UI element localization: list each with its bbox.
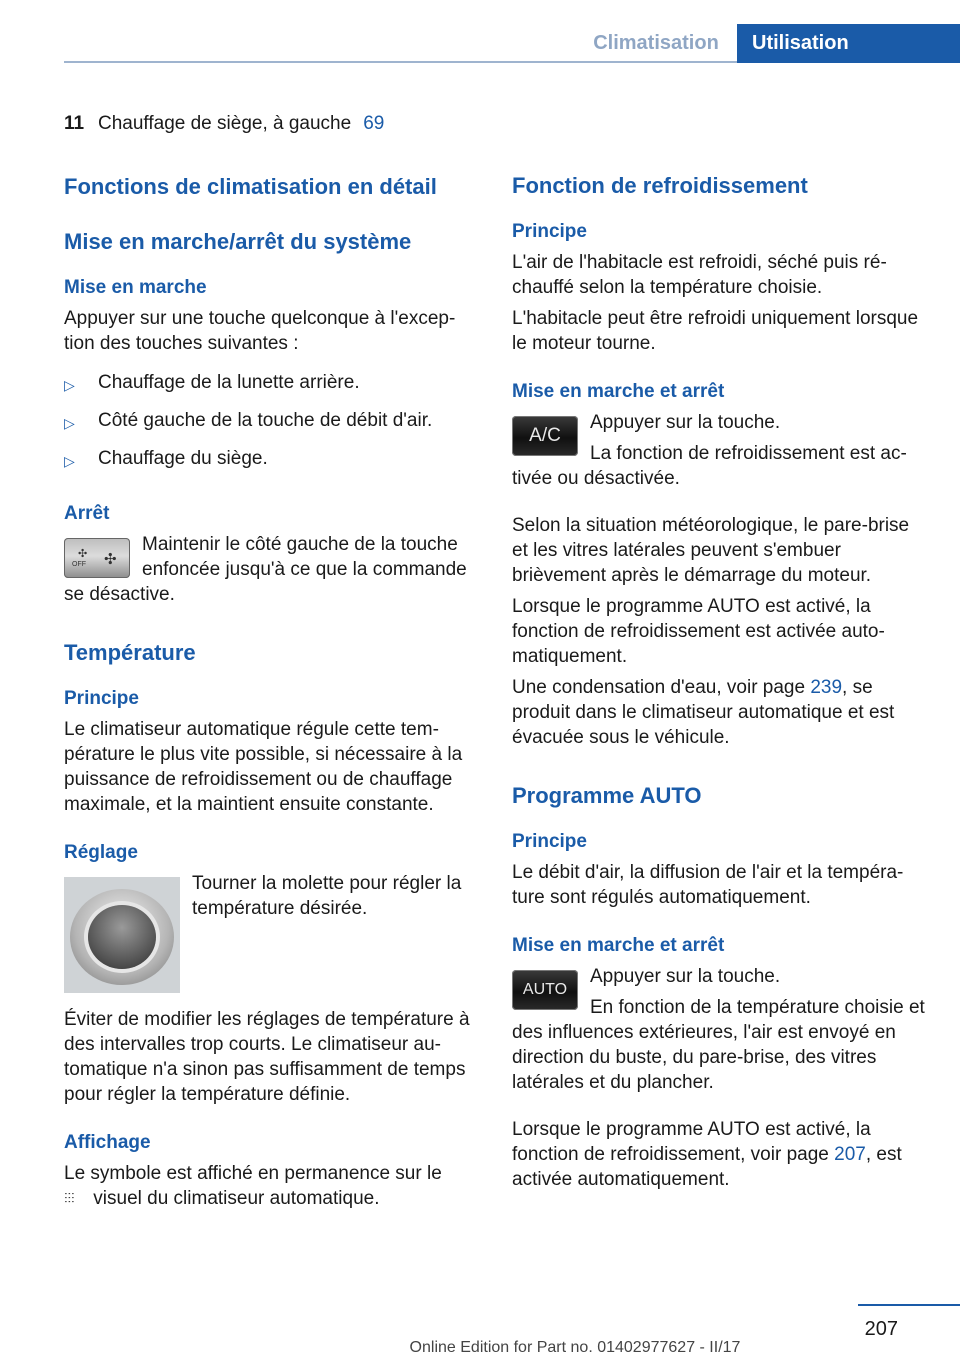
cooling-heading: Fonction de refroidissement [512, 173, 808, 198]
auto-cooling-text: Lorsque le programme AUTO est activé, la fonction de refroidissement, voir page 207, est activée automatiquement. [512, 1119, 902, 1190]
off-button-image [64, 538, 130, 578]
section-title: Fonctions de climatisation en détail [64, 174, 437, 199]
setting-block [64, 871, 479, 1001]
triangle-bullet-icon: ▷ [64, 377, 75, 393]
ac-block [512, 410, 927, 497]
cooling-principle-heading: Principe [512, 221, 587, 242]
list-item: ▷ Côté gauche de la touche de débit d'air. [64, 408, 479, 433]
auto-description-text: En fonction de la température choisie et des influences extérieures, l'air est envoyé en direction du buste, du pare-brise, des vitres latérales et du plancher. [512, 997, 925, 1093]
switch-on-heading: Mise en marche [64, 277, 207, 298]
display-heading: Affichage [64, 1132, 151, 1153]
auto-block [512, 964, 927, 1101]
auto-principle-heading: Principe [512, 831, 587, 852]
right-column [512, 170, 927, 1198]
page-link-207[interactable]: 207 [834, 1144, 866, 1165]
temperature-knob-image [64, 877, 180, 993]
setting-text: Tourner la molette pour régler la température désirée. [192, 873, 462, 919]
legend-text: Chauffage de siège, à gauche [98, 113, 352, 134]
list-item: ▷ Chauffage du siège. [64, 446, 479, 471]
auto-active-text: Lorsque le programme AUTO est activé, la fonction de refroidissement est activée automatiquement. [512, 596, 885, 667]
onoff-heading: Mise en marche/arrêt du système [64, 229, 412, 254]
triangle-bullet-icon: ▷ [64, 453, 75, 469]
auto-program-heading: Programme AUTO [512, 783, 702, 808]
temperature-heading: Température [64, 640, 196, 665]
auto-principle-text: Le débit d'air, la diffusion de l'air et la température sont régulés automatiquement. [512, 862, 904, 908]
legend-number: 11 [64, 113, 85, 134]
ac-button-image: A/C [512, 416, 578, 456]
auto-press-text: Appuyer sur la touche. [590, 966, 781, 987]
off-label: OFF [72, 561, 86, 568]
left-column [64, 170, 479, 1217]
heat-waves-icon: ⫶⫶⫶ [64, 1190, 75, 1207]
list-item: ▷ Chauffage de la lunette arrière. [64, 370, 479, 395]
auto-onoff-heading: Mise en marche et arrêt [512, 935, 725, 956]
page-number: 207 [864, 1318, 898, 1340]
fan-small-icon: ✣ [78, 548, 88, 560]
footer-rule [858, 1304, 960, 1306]
exception-list [64, 370, 479, 471]
auto-button-image: AUTO [512, 970, 578, 1010]
condensation-text: Une condensation d'eau, voir page 239, se produit dans le climatiseur automatique et est évacuée sous le véhicule. [512, 677, 895, 748]
triangle-bullet-icon: ▷ [64, 415, 75, 431]
ac-toggle-text: La fonction de refroidissement est activée ou désactivée. [512, 443, 907, 489]
cooling-onoff-heading: Mise en marche et arrêt [512, 381, 725, 402]
setting-heading: Réglage [64, 842, 138, 863]
cooling-principle-text-1: L'air de l'habitacle est refroidi, séché puis réchauffé selon la température choisie. [512, 252, 887, 298]
cooling-principle-text-2: L'habitacle peut être refroidi uniquement lorsque le moteur tourne. [512, 308, 919, 354]
switch-on-text: Appuyer sur une touche quelconque à l'exception des touches suivantes : [64, 308, 456, 354]
display-text: Le symbole est affiché en permanence sur le ⫶⫶⫶ visuel du climatiseur automatique. [64, 1161, 479, 1211]
fan-icon: ✣ [104, 551, 117, 568]
switch-off-heading: Arrêt [64, 503, 110, 524]
ac-press-text: Appuyer sur la touche. [590, 412, 781, 433]
edition-text: Online Edition for Part no. 01402977627 - II/17 [409, 1339, 741, 1356]
knob-center [88, 905, 156, 969]
avoid-text: Éviter de modifier les réglages de température à des intervalles trop courts. Le climatiseur automatique n'a sinon pas suffisamment de temps pour régler la température définie. [64, 1009, 470, 1105]
legend-item [64, 112, 384, 136]
header-section-tab[interactable]: Climatisation [575, 24, 737, 61]
weather-text: Selon la situation météorologique, le pare-brise et les vitres latérales peuvent s'embuer brièvement après le démarrage du moteur. [512, 515, 910, 586]
temperature-principle-text: Le climatiseur automatique régule cette température le plus vite possible, si nécessaire à la puissance de refroidissement ou de chauffage maximale, et la maintient ensuite constante. [64, 719, 463, 815]
header-chapter-tab[interactable]: Utilisation [737, 24, 960, 63]
page-link-239[interactable]: 239 [810, 677, 843, 698]
temperature-principle-heading: Principe [64, 688, 139, 709]
switch-off-text: Maintenir le côté gauche de la touche enfoncée jusqu'à ce que la commande se désactive. [64, 534, 467, 605]
legend-page-link[interactable]: 69 [363, 113, 385, 134]
switch-off-block [64, 532, 479, 613]
